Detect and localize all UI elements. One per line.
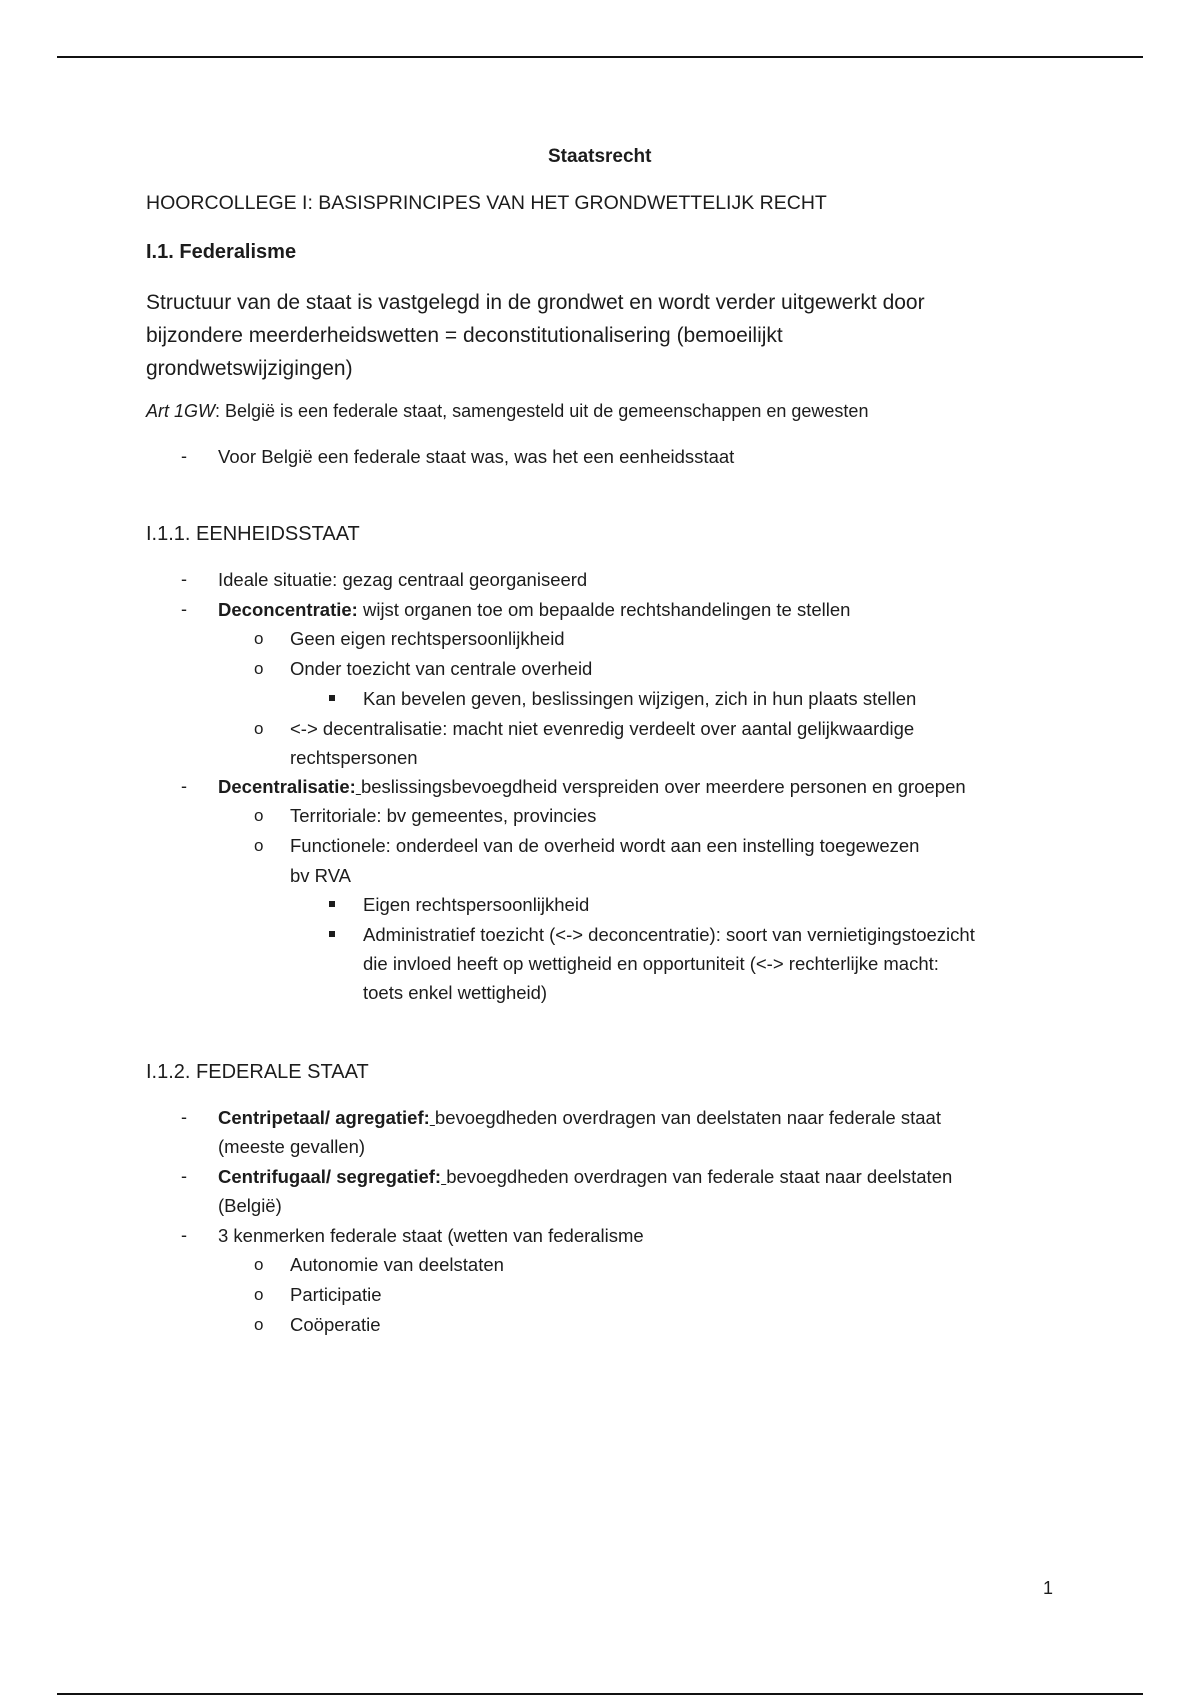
list-item: Voor België een federale staat was, was het een eenheidsstaat <box>218 446 735 467</box>
header-rule <box>57 56 1143 58</box>
list-item-continued: die invloed heeft op wettigheid en opportuniteit (<-> rechterlijke macht: <box>363 953 939 974</box>
list-item-text: bevoegdheden overdragen van deelstaten naar federale staat <box>434 1107 941 1128</box>
document-title: Staatsrecht <box>548 146 652 167</box>
term-centripetaal: Centripetaal/ agregatief: <box>218 1107 430 1128</box>
list-item: Onder toezicht van centrale overheid <box>290 658 593 679</box>
list-item <box>218 1107 941 1129</box>
dash-bullet: - <box>181 776 187 796</box>
circle-bullet: o <box>254 836 264 855</box>
intro-paragraph <box>146 286 925 385</box>
list-item-text: bevoegdheden overdragen van federale staat naar deelstaten <box>446 1166 953 1187</box>
square-bullet <box>329 901 335 907</box>
circle-bullet: o <box>254 659 264 678</box>
article-text: : België is een federale staat, samengesteld uit de gemeenschappen en gewesten <box>215 401 869 421</box>
term-decentralisatie: Decentralisatie: <box>218 776 356 797</box>
term-centrifugaal: Centrifugaal/ segregatief: <box>218 1166 442 1187</box>
dash-bullet: - <box>181 569 187 589</box>
list-item: Autonomie van deelstaten <box>290 1254 504 1275</box>
circle-bullet: o <box>254 806 264 825</box>
list-item-continued: bv RVA <box>290 865 352 886</box>
list-item: Ideale situatie: gezag centraal georganiseerd <box>218 569 588 590</box>
article-label: Art 1GW <box>146 401 216 421</box>
list-item-text: wijst organen toe om bepaalde rechtshandelingen te stellen <box>357 599 851 620</box>
square-bullet <box>329 931 335 937</box>
list-item: Kan bevelen geven, beslissingen wijzigen, zich in hun plaats stellen <box>363 688 917 709</box>
list-item-continued: toets enkel wettigheid) <box>363 982 548 1003</box>
dash-bullet: - <box>181 446 187 466</box>
article-paragraph <box>146 401 868 422</box>
list-item <box>218 599 850 621</box>
list-item: Eigen rechtspersoonlijkheid <box>363 894 590 915</box>
circle-bullet: o <box>254 629 264 648</box>
section-heading-federalisme: I.1. Federalisme <box>146 241 297 263</box>
dash-bullet: - <box>181 1166 187 1186</box>
list-item: Geen eigen rechtspersoonlijkheid <box>290 628 565 649</box>
list-item: Territoriale: bv gemeentes, provincies <box>290 805 597 826</box>
list-item <box>218 1166 952 1188</box>
term-deconcentratie: Deconcentratie: <box>218 599 358 620</box>
list-item-continued: rechtspersonen <box>290 747 418 768</box>
list-item <box>218 776 966 798</box>
square-bullet <box>329 695 335 701</box>
circle-bullet: o <box>254 1255 264 1274</box>
list-item: Functionele: onderdeel van de overheid wordt aan een instelling toegewezen <box>290 835 920 856</box>
circle-bullet: o <box>254 719 264 738</box>
list-item-text: beslissingsbevoegdheid verspreiden over meerdere personen en groepen <box>360 776 966 797</box>
list-item: <-> decentralisatie: macht niet evenredig verdeelt over aantal gelijkwaardige <box>290 718 915 739</box>
dash-bullet: - <box>181 599 187 619</box>
dash-bullet: - <box>181 1107 187 1127</box>
intro-line: Structuur van de staat is vastgelegd in de grondwet en wordt verder uitgewerkt door <box>146 291 925 314</box>
list-item: Participatie <box>290 1284 382 1305</box>
circle-bullet: o <box>254 1315 264 1334</box>
page-number: 1 <box>1043 1578 1054 1598</box>
section-heading-eenheidsstaat: I.1.1. EENHEIDSSTAAT <box>146 523 360 545</box>
section-heading-federale-staat: I.1.2. FEDERALE STAAT <box>146 1061 369 1083</box>
dash-bullet: - <box>181 1225 187 1245</box>
lecture-heading: HOORCOLLEGE I: BASISPRINCIPES VAN HET GRONDWETTELIJK RECHT <box>146 192 827 214</box>
list-item: 3 kenmerken federale staat (wetten van federalisme <box>218 1225 644 1246</box>
intro-line: bijzondere meerderheidswetten = deconstitutionalisering (bemoeilijkt <box>146 324 783 347</box>
circle-bullet: o <box>254 1285 264 1304</box>
footer-rule <box>57 1693 1143 1695</box>
intro-line: grondwetswijzigingen) <box>146 357 353 380</box>
list-item: Administratief toezicht (<-> deconcentratie): soort van vernietigingstoezicht <box>363 924 975 945</box>
list-item-continued: (meeste gevallen) <box>218 1136 366 1157</box>
list-item: Coöperatie <box>290 1314 381 1335</box>
list-item-continued: (België) <box>218 1195 282 1216</box>
